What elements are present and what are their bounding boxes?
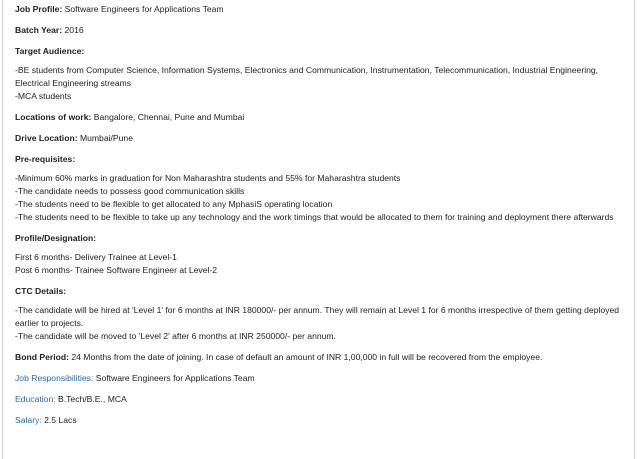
bond-period-value: 24 Months from the date of joining. In case of default an amount of INR 1,00,000 in full will be recovered from the employee. [71,352,543,362]
batch-year-label: Batch Year: [15,25,63,35]
prerequisites-list [15,172,621,224]
job-responsibilities-value: Software Engineers for Applications Team [95,373,255,383]
job-profile-value: Software Engineers for Applications Team [64,4,224,14]
education-label: Education: [15,394,56,404]
document-frame [2,0,635,459]
ctc-details-label: CTC Details: [15,286,67,296]
ctc-details-heading [15,285,621,298]
job-responsibilities-label: Job Responsibilities: [15,373,94,383]
bond-period-label: Bond Period: [15,352,69,362]
target-audience-label: Target Audience: [15,46,85,56]
locations-of-work-row [15,111,621,124]
job-posting-content [15,3,621,427]
target-audience-item: -MCA students [15,91,72,101]
prerequisite-item: -The candidate needs to possess good communication skills [15,186,245,196]
target-audience-item: -BE students from Computer Science, Information Systems, Electronics and Communication, Instrumentation, Telecommunication, Industrial Engineering, Electrical Engineering streams [15,65,599,88]
drive-location-value: Mumbai/Pune [79,133,133,143]
designation-item: First 6 months- Delivery Trainee at Level-1 [15,252,177,262]
designation-item: Post 6 months- Trainee Software Engineer at Level-2 [15,265,218,275]
batch-year-row [15,24,621,37]
locations-of-work-value: Bangalore, Chennai, Pune and Mumbai [93,112,245,122]
locations-of-work-label: Locations of work: [15,112,92,122]
salary-value: 2.5 Lacs [44,415,77,425]
bond-period-row [15,351,621,364]
salary-label: Salary: [15,415,42,425]
drive-location-row [15,132,621,145]
prerequisite-item: -Minimum 60% marks in graduation for Non Maharashtra students and 55% for Maharashtra students [15,173,401,183]
ctc-item: -The candidate will be hired at 'Level 1' for 6 months at INR 180000/- per annum. They will remain at Level 1 for 6 months irrespective of them getting deployed earlier to projects. [15,305,620,328]
education-row [15,393,621,406]
profile-designation-heading [15,232,621,245]
target-audience-list [15,64,621,103]
prerequisite-item: -The students need to be flexible to take up any technology and the work timings that would be allocated to them for training and deployment there afterwards [15,212,614,222]
drive-location-label: Drive Location: [15,133,78,143]
salary-row [15,414,621,427]
prerequisite-item: -The students need to be flexible to get allocated to any MphasiS operating location [15,199,333,209]
profile-designation-list [15,251,621,277]
job-responsibilities-row [15,372,621,385]
education-value: B.Tech/B.E., MCA [58,394,127,404]
ctc-item: -The candidate will be moved to 'Level 2' after 6 months at INR 250000/- per annum. [15,331,336,341]
prerequisites-label: Pre-requisites: [15,154,76,164]
target-audience-heading [15,45,621,58]
prerequisites-heading [15,153,621,166]
job-profile-label: Job Profile: [15,4,63,14]
batch-year-value: 2016 [64,25,84,35]
ctc-details-list [15,304,621,343]
profile-designation-label: Profile/Designation: [15,233,97,243]
job-profile-row [15,3,621,16]
